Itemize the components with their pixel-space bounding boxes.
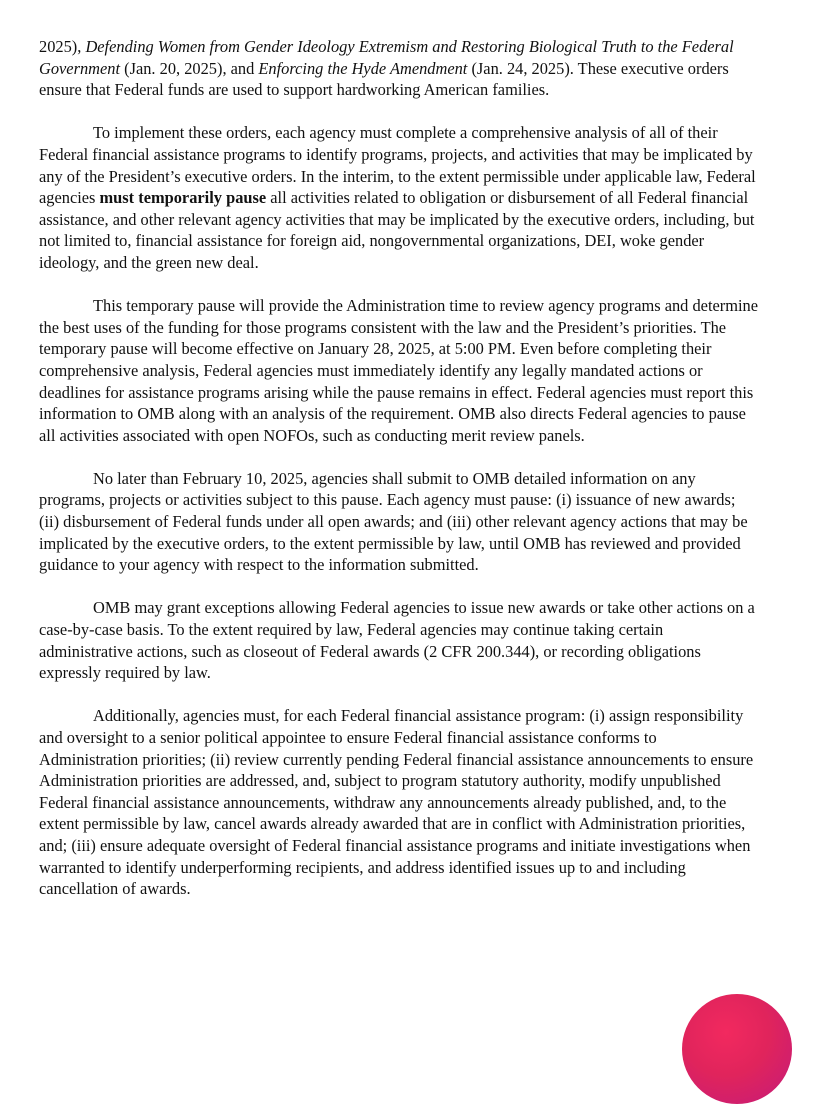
paragraph-text: all activities related to obligation or disbursement of all Federal financial assistance, and other relevant agency activities that may be implicated by the executive orders, including, but not limited to, financial assistance for foreign aid, nongovernmental organizations, DEI, woke gender ideology, and the green new deal. (39, 188, 755, 272)
paragraph-executive-orders (39, 36, 759, 101)
paragraph-omb-exceptions: OMB may grant exceptions allowing Federal agencies to issue new awards or take other actions on a case-by-case basis. To the extent required by law, Federal agencies may continue taking certain administrative actions, such as closeout of Federal awards (2 CFR 200.344), or recording obligations expressly required by law. (39, 598, 755, 683)
pink-circle-overlay-icon[interactable] (682, 994, 792, 1104)
paragraph-mid: (Jan. 20, 2025), and (120, 58, 259, 78)
paragraph-implement-orders (39, 122, 759, 273)
paragraph-february-deadline: No later than February 10, 2025, agencies shall submit to OMB detailed information on any programs, projects or activities subject to this pause. Each agency must pause: (i) issuance of new awards; (ii) disbursement of Federal funds under all open awards; and (iii) other relevant agency actions that may be implicated by the executive orders, to the extent permissible by law, until OMB has reviewed and provided guidance to your agency with respect to the information submitted. (39, 468, 748, 575)
bold-emphasis: must temporarily pause (99, 188, 267, 208)
eo-title-hyde-amendment: Enforcing the Hyde Amendment (258, 58, 468, 78)
paragraph-temporary-pause: This temporary pause will provide the Administration time to review agency programs and determine the best uses of the funding for those programs consistent with the law and the President’s priorities. The temporary pause will become effective on January 28, 2025, at 5:00 PM. Even before completing their comprehensive analysis, Federal agencies must immediately identify any legally mandated actions or deadlines for assistance programs arising while the pause remains in effect. Federal agencies must report this information to OMB along with an analysis of the requirement. OMB also directs Federal agencies to pause all activities associated with open NOFOs, such as conducting merit review panels. (39, 296, 759, 445)
paragraph-text: To implement these orders, each agency must complete a comprehensive analysis of all of their Federal financial assistance programs to identify programs, projects, and activities that may be implicated by any of the President’s executive orders. In the interim, to the extent permissible under applicable law, Federal agencies (39, 123, 756, 208)
eo-title-defending-women: Defending Women from Gender Ideology Extremism and Restoring Biological Truth to the Federal Government (39, 37, 734, 78)
paragraph-suffix: (Jan. 24, 2025). These executive orders ensure that Federal funds are used to support hardworking American families. (39, 58, 729, 100)
paragraph-additional-requirements: Additionally, agencies must, for each Federal financial assistance program: (i) assign responsibility and oversight to a senior political appointee to ensure Federal financial assistance conforms to Administration priorities; (ii) review currently pending Federal financial assistance announcements to ensure Administration priorities are addressed, and, subject to program statutory authority, modify unpublished Federal financial assistance announcements, withdraw any announcements already published, and, to the extent permissible by law, cancel awards already awarded that are in conflict with Administration priorities, and; (iii) ensure adequate oversight of Federal financial assistance programs and initiate investigations when warranted to identify underperforming recipients, and address identified issues up to and including cancellation of awards. (39, 706, 754, 899)
paragraph-prefix: 2025), (39, 37, 86, 56)
document-page (39, 36, 759, 921)
